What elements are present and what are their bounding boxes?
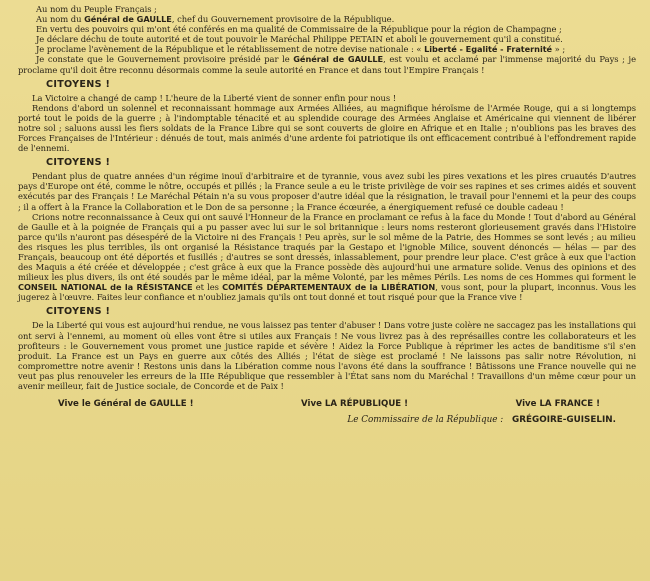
national-motto: Liberté - Egalité - Fraternité <box>424 44 553 55</box>
section-victory <box>18 79 636 154</box>
vivats-row <box>58 399 600 409</box>
intro-text: , chef du Gouvernement provisoire de la République. <box>171 14 395 25</box>
paragraph: La Victoire a changé de camp ! L'heure de la Liberté vient de sonner enfin pour nous ! <box>32 92 397 103</box>
intro-block <box>18 4 636 75</box>
intro-text: Je proclame l'avènement de la République et le rétablissement de notre devise nationale : « <box>36 44 425 55</box>
intro-line <box>18 54 636 74</box>
intro-line <box>18 4 636 14</box>
vivat-de-gaulle: Vive le Général de GAULLE ! <box>58 399 194 410</box>
paragraph: Rendons d'abord un solennel et reconnaissant hommage aux Armées Alliées, au magnifique héroïsme de l'Armée Rouge, qui a si longtemps porté tout le poids de la guerre ; à l'indomptable ténacité et au splendide courage des Armées Anglaise et Américaine qui viennent de libérer notre sol ; saluons aussi les fiers soldats de la France Libre qui se sont couverts de gloire en Afrique et en Italie ; n'oublions pas les braves des Forces Françaises de l'Intérieur : dénués de tout, mais animés d'une ardente foi patriotique ils ont efficacement contribué à l'effondrement rapide de l'ennemi. <box>18 102 636 154</box>
section-resistance <box>18 157 636 302</box>
intro-line <box>18 14 636 24</box>
intro-text: » ; <box>552 44 566 55</box>
intro-text: Je déclare déchu de toute autorité et de tout pouvoir le Maréchal Philippe PETAIN et aboli le gouvernement qu'il a constitué. <box>36 34 563 45</box>
section-heading: CITOYENS ! <box>46 157 111 169</box>
paragraph: De la Liberté qui vous est aujourd'hui rendue, ne vous laissez pas tenter d'abuser ! Dans votre juste colère ne saccagez pas les installations qui ont servi à l'ennemi, au moment où elles vont être si utiles aux Français ! Ne vous livrez pas à des représailles contre les collaborateurs et les profiteurs : le Gouvernement vous promet une justice rapide et sévère ! Aidez la Force Publique à réprimer les actes de banditisme s'il s'en produit. La France est un Pays en guerre aux côtés des Alliés ; l'état de siège est proclamé ! Ne laissons pas salir notre Révolution, ni compromettre notre avenir ! Restons unis dans la Libération comme nous l'avons été dans la souffrance ! Bâtissons une France nouvelle qui ne veut pas plus renouveler les erreurs de la IIIe République que ressembler à l'État sans nom du Maréchal ! Travaillons d'un même cœur pour un avenir meilleur, fait de Justice sociale, de Concorde et de Paix ! <box>18 320 636 391</box>
intro-text: , est voulu et acclamé par l'immense majorité du Pays ; je proclame qu'il doit être reconnu désormais comme la seule autorité en France et dans tout l'Empire Français ! <box>18 54 637 75</box>
intro-text: Au nom du Peuple Français ; <box>36 4 157 14</box>
intro-line <box>18 34 636 44</box>
signature-name: GRÉGOIRE-GUISELIN. <box>512 415 616 426</box>
signature-role: Le Commissaire de la République : <box>347 415 504 426</box>
vivat-france: Vive LA FRANCE ! <box>515 399 600 410</box>
paragraph <box>18 212 636 303</box>
vivat-republique: Vive LA RÉPUBLIQUE ! <box>301 399 409 410</box>
intro-line <box>18 24 636 34</box>
section-heading: CITOYENS ! <box>46 78 111 90</box>
intro-text: En vertu des pouvoirs qui m'ont été conférés en ma qualité de Commissaire de la République pour la région de Champagne ; <box>36 24 562 35</box>
paragraph: Pendant plus de quatre années d'un régime inouï d'arbitraire et de tyrannie, vous avez subi les pires vexations et les pires cruautés D'autres pays d'Europe ont été, comme le nôtre, occupés et pillés ; la France seule a eu le triste privilège de voir ses rapines et ses crimes aidés et souvent exécutés par des Français ! Le Maréchal Pétain n'a su vous proposer d'autre idéal que la résignation, le travail pour l'ennemi et la peur des coups ; il a offert à la France la Collaboration et le Don de sa personne ; la France écœurée, a énergiquement refusé ce double cadeau ! <box>18 171 636 212</box>
cdl-name: COMITÉS DÉPARTEMENTAUX de la LIBÉRATION <box>222 282 436 293</box>
paragraph-text: Crions notre reconnaissance à Ceux qui ont sauvé l'Honneur de la France en proclamant ce refus à la face du Monde ! Tout d'abord au Général de Gaulle et à la poignée de Français qui a pu passer avec lui sur le sol britannique : leurs noms resteront glorieusement gravés dans l'Histoire parce qu'ils n'auront pas désespéré de la Victoire ni des Français ! Peu après, sur le sol même de la Patrie, des Hommes se sont levés ; au milieu des risques les plus terribles, ils ont organisé la Résistance traqués par la Gestapo et l'ignoble Milice, souvent dénoncés — hélas — par des Français, beaucoup ont été déportés et fusillés ; d'autres se sont dressés, inlassablement, pour prendre leur place. C'est grâce à eux que l'action des Maquis a été créée et développée ; c'est grâce à eux que la France possède dès aujourd'hui une armature solide. Venus des opinions et des milieux les plus divers, ils ont été soudés par le même idéal, par la même Volonté, par les mêmes Périls. Les noms de ces Hommes qui forment le <box>18 211 636 283</box>
cnr-name: CONSEIL NATIONAL de la RÉSISTANCE <box>18 282 193 293</box>
paragraph-text: et les <box>192 282 223 293</box>
section-order <box>18 306 636 391</box>
intro-text: Au nom du <box>36 14 85 25</box>
general-de-gaulle-name: Général de GAULLE <box>293 54 384 65</box>
intro-text: Je constate que le Gouvernement provisoire présidé par le <box>36 54 294 65</box>
general-de-gaulle-name: Général de GAULLE <box>84 14 172 25</box>
intro-line <box>18 44 636 54</box>
paragraph-text: , vous sont, pour la plupart, inconnus. Vous les jugerez à l'œuvre. Faites leur confiance et n'oubliez jamais qu'ils ont tout donné et tout risqué pour que la France vive ! <box>18 282 636 303</box>
section-heading: CITOYENS ! <box>46 306 111 318</box>
signature <box>18 415 616 425</box>
